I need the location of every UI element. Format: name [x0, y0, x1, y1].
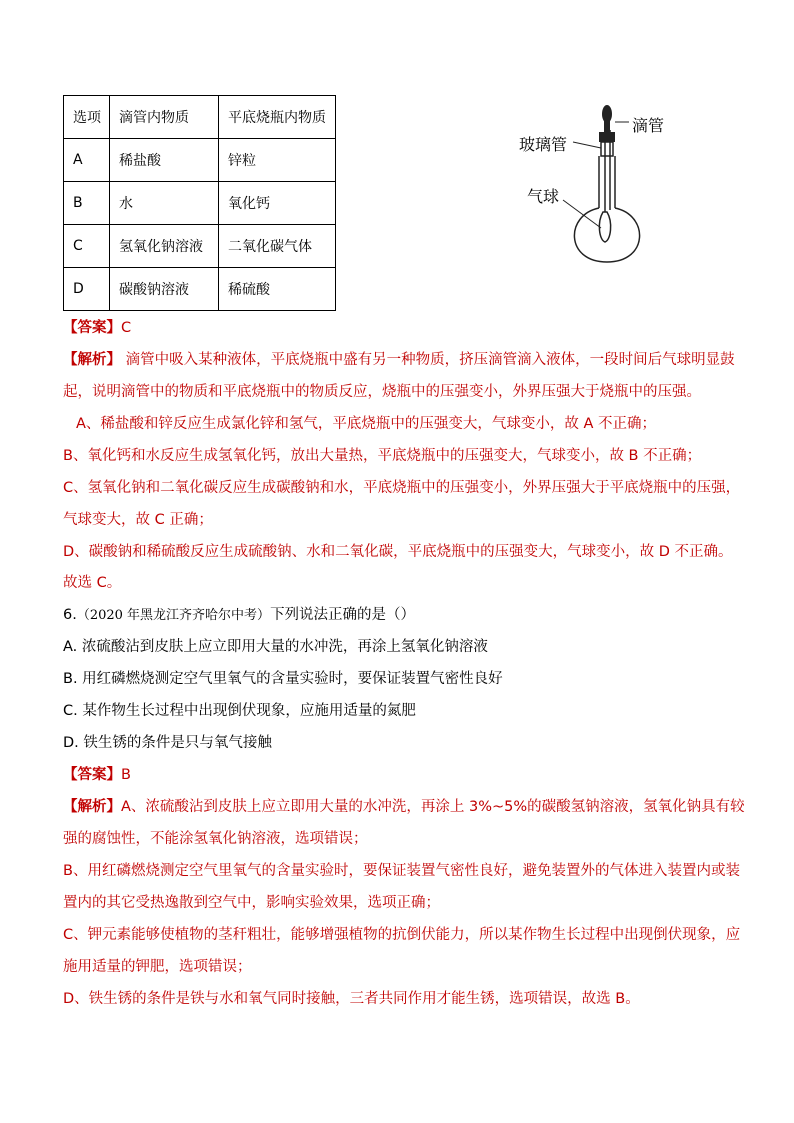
- table-header-row: [64, 96, 336, 139]
- q6-option-b: B. 用红磷燃烧测定空气里氧气的含量实验时，要保证装置气密性良好: [63, 671, 503, 687]
- q5-analysis-c-cont: 气球变大，故 C 正确；: [63, 512, 213, 528]
- balloon-label: 气球: [527, 187, 560, 206]
- q5-analysis-line: 起，说明滴管中的物质和平底烧瓶中的物质反应，烧瓶中的压强变小，外界压强大于烧瓶中的压强。: [63, 384, 701, 400]
- q6-option-a: A. 浓硫酸沾到皮肤上应立即用大量的水冲洗，再涂上氢氧化钠溶液: [63, 639, 488, 655]
- table-cell: B: [64, 182, 110, 225]
- q6-option-d: D. 铁生锈的条件是只与氧气接触: [63, 735, 272, 751]
- answer-value: C: [121, 320, 132, 336]
- table-cell: 平底烧瓶内物质: [219, 96, 336, 139]
- apparatus-figure: [515, 100, 715, 270]
- table-cell: C: [64, 225, 110, 268]
- table-row: [64, 268, 336, 311]
- q5-analysis-b: B、氧化钙和水反应生成氢氧化钙，放出大量热，平底烧瓶中的压强变大，气球变小，故 B 不正确；: [63, 448, 702, 464]
- table-row: [64, 225, 336, 268]
- answer-tag: 【答案】: [63, 767, 121, 783]
- q5-answer: [63, 316, 131, 337]
- q6-analysis-a-cont: 强的腐蚀性，不能涂氢氧化钠溶液，选项错误；: [63, 831, 368, 847]
- analysis-tag: 【解析】: [63, 352, 121, 368]
- table-cell: 氢氧化钠溶液: [110, 225, 219, 268]
- table-cell: D: [64, 268, 110, 311]
- q5-conclusion: 故选 C。: [63, 575, 122, 591]
- glass-tube-label: 玻璃管: [519, 135, 568, 154]
- table-cell: 稀盐酸: [110, 139, 219, 182]
- q6-analysis-c: C、钾元素能够使植物的茎秆粗壮，能够增强植物的抗倒伏能力，所以某作物生长过程中出现倒伏现象，应: [63, 927, 741, 943]
- table-cell: A: [64, 139, 110, 182]
- table-row: [64, 139, 336, 182]
- table-cell: 氧化钙: [219, 182, 336, 225]
- dropper-label: 滴管: [632, 116, 665, 135]
- options-table: [63, 95, 336, 311]
- table-cell: 滴管内物质: [110, 96, 219, 139]
- question-number: 6.: [63, 607, 77, 623]
- table-cell: 水: [110, 182, 219, 225]
- q5-analysis-line: [63, 348, 735, 369]
- table-row: [64, 182, 336, 225]
- q6-answer: [63, 763, 131, 784]
- q6-analysis-b-cont: 置内的其它受热逸散到空气中，影响实验效果，选项正确；: [63, 895, 440, 911]
- question-text: 下列说法正确的是（）: [270, 607, 416, 623]
- question-source: （2020 年黑龙江齐齐哈尔中考）: [76, 608, 271, 623]
- analysis-text: A、浓硫酸沾到皮肤上应立即用大量的水冲洗，再涂上 3%~5%的碳酸氢钠溶液，氢氧化钠具有较: [121, 799, 745, 815]
- analysis-text: 滴管中吸入某种液体，平底烧瓶中盛有另一种物质，挤压滴管滴入液体，一段时间后气球明显鼓: [125, 352, 735, 368]
- q6-stem: [63, 603, 415, 624]
- q6-analysis-d: D、铁生锈的条件是铁与水和氧气同时接触，三者共同作用才能生锈，选项错误，故选 B。: [63, 991, 640, 1007]
- q6-analysis-line: [63, 795, 745, 816]
- answer-tag: 【答案】: [63, 320, 121, 336]
- q6-analysis-b: B、用红磷燃烧测定空气里氧气的含量实验时，要保证装置气密性良好，避免装置外的气体进入装置内或装: [63, 863, 740, 879]
- table-cell: 碳酸钠溶液: [110, 268, 219, 311]
- q6-option-c: C. 某作物生长过程中出现倒伏现象，应施用适量的氮肥: [63, 703, 416, 719]
- q5-analysis-d: D、碳酸钠和稀硫酸反应生成硫酸钠、水和二氧化碳，平底烧瓶中的压强变大，气球变小，故 D 不正确。: [63, 544, 733, 560]
- analysis-tag: 【解析】: [63, 799, 121, 815]
- answer-value: B: [121, 767, 131, 783]
- table-cell: 选项: [64, 96, 110, 139]
- q5-analysis-c: C、氢氧化钠和二氧化碳反应生成碳酸钠和水，平底烧瓶中的压强变小，外界压强大于平底烧瓶中的压强，: [63, 480, 741, 496]
- q6-analysis-c-cont: 施用适量的钾肥，选项错误；: [63, 959, 252, 975]
- table-cell: 二氧化碳气体: [219, 225, 336, 268]
- table-cell: 稀硫酸: [219, 268, 336, 311]
- table-cell: 锌粒: [219, 139, 336, 182]
- q5-analysis-a: A、稀盐酸和锌反应生成氯化锌和氢气，平底烧瓶中的压强变大，气球变小，故 A 不正确；: [76, 416, 657, 432]
